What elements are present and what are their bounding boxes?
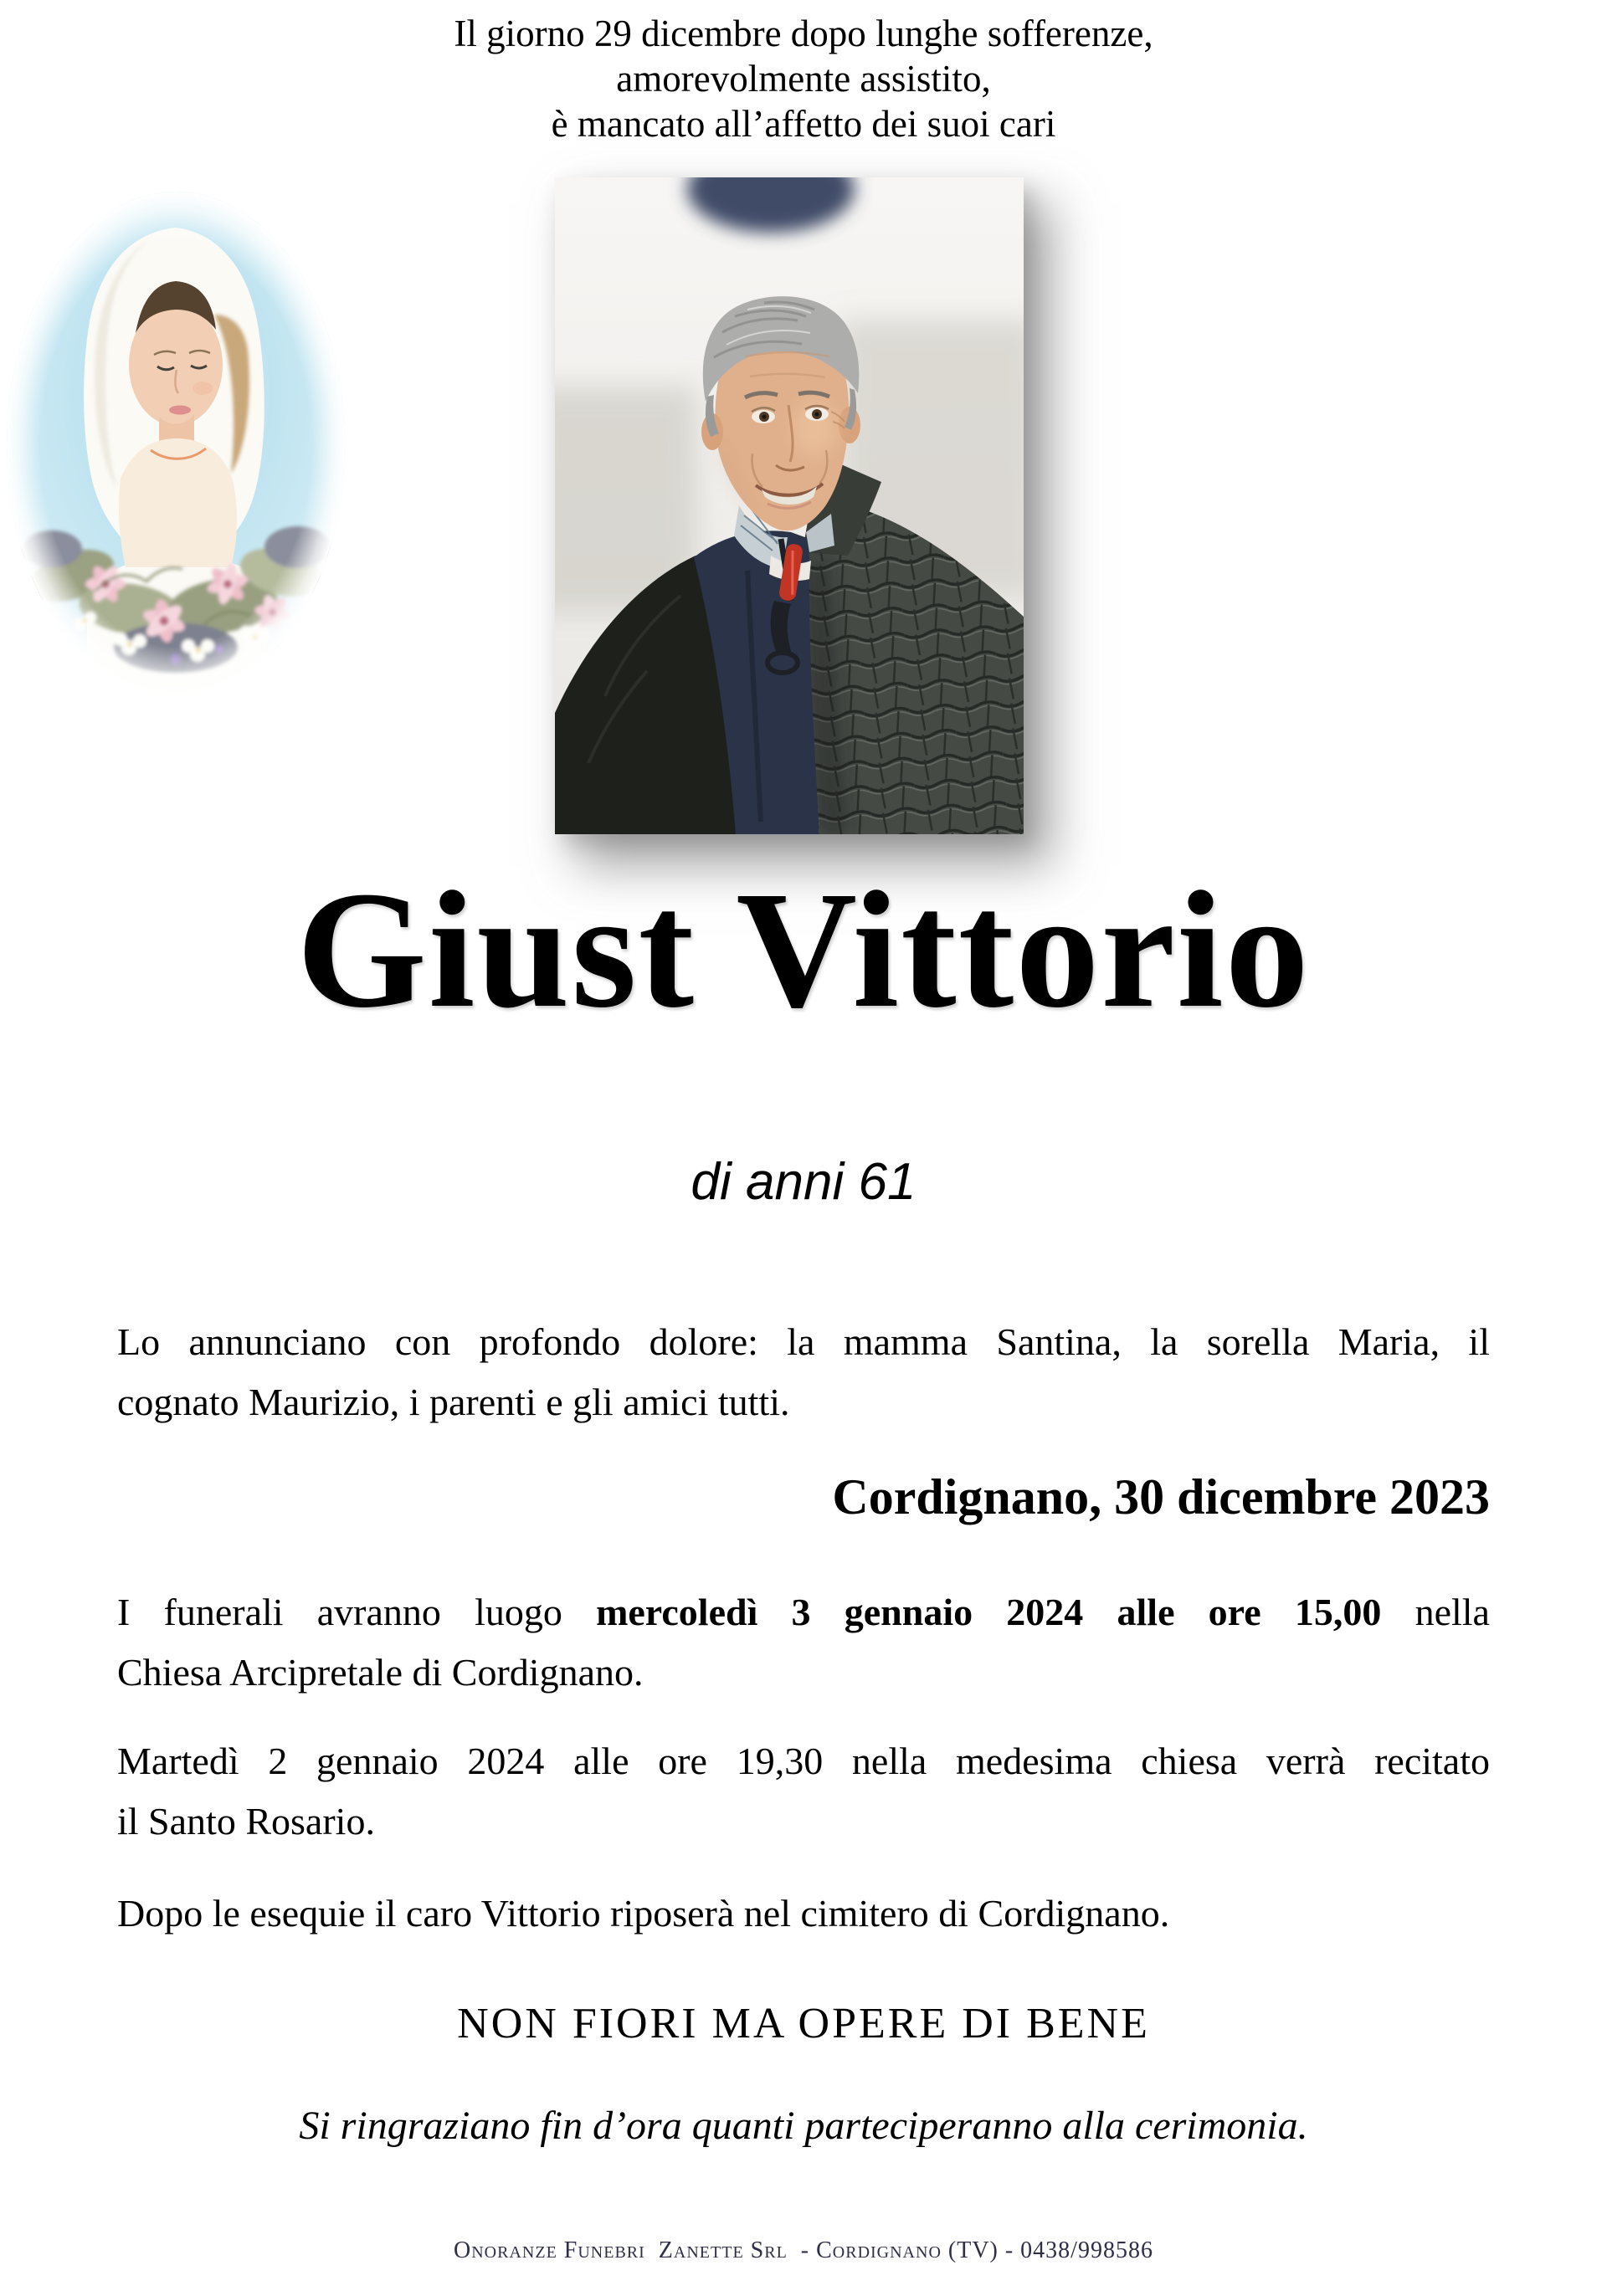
deceased-name: Giust Vittorio xyxy=(296,858,1311,1043)
eye-right-pupil xyxy=(815,413,819,417)
madonna-oval-graphic xyxy=(3,189,348,700)
funeral-line-2: Chiesa Arcipretale di Cordignano. xyxy=(117,1651,644,1694)
eye-left-pupil xyxy=(762,415,767,419)
announcement-line-1: Lo annunciano con profondo dolore: la mamma Santina, la sorella Maria, il xyxy=(117,1320,1490,1363)
rosary-paragraph xyxy=(117,1731,1490,1852)
age-line: di anni 61 xyxy=(691,1153,916,1211)
oval-edge-fade xyxy=(7,192,345,697)
funeral-line-1 xyxy=(117,1582,1490,1643)
intro-line-1: Il giorno 29 dicembre dopo lunghe sofferenze, xyxy=(454,13,1153,54)
intro-text xyxy=(0,11,1607,146)
rosary-line-1: Martedì 2 gennaio 2024 alle ore 19,30 nella medesima chiesa verrà recitato xyxy=(117,1740,1490,1782)
place-date: Cordignano, 30 dicembre 2023 xyxy=(832,1469,1490,1525)
deceased-portrait-photo xyxy=(555,177,1024,834)
announcement-paragraph xyxy=(117,1312,1490,1432)
burial-paragraph: Dopo le esequie il caro Vittorio riposerà nel cimitero di Cordignano. xyxy=(117,1892,1170,1935)
intro-line-3: è mancato all’affetto dei suoi cari xyxy=(551,103,1056,145)
funeral-home-footer: Onoranze Funebri Zanette Srl - Cordignano (TV) - 0438/998586 xyxy=(454,2237,1153,2263)
portrait-graphic xyxy=(555,177,1024,834)
no-flowers-line: NON FIORI MA OPERE DI BENE xyxy=(457,2000,1150,2047)
funeral-line-1-post: nella xyxy=(1381,1591,1490,1633)
rosary-line-2: il Santo Rosario. xyxy=(117,1800,375,1842)
madonna-flowers-image xyxy=(3,189,348,700)
funeral-line-1-pre: I funerali avranno luogo xyxy=(117,1591,597,1633)
announcement-line-2: cognato Maurizio, i parenti e gli amici tutti. xyxy=(117,1381,790,1423)
funeral-paragraph xyxy=(117,1582,1490,1703)
intro-line-2: amorevolmente assistito, xyxy=(616,58,991,100)
funeral-line-1-bold: mercoledì 3 gennaio 2024 alle ore 15,00 xyxy=(596,1591,1382,1633)
thanks-line: Si ringraziano fin d’ora quanti parteciperanno alla cerimonia. xyxy=(299,2104,1308,2148)
